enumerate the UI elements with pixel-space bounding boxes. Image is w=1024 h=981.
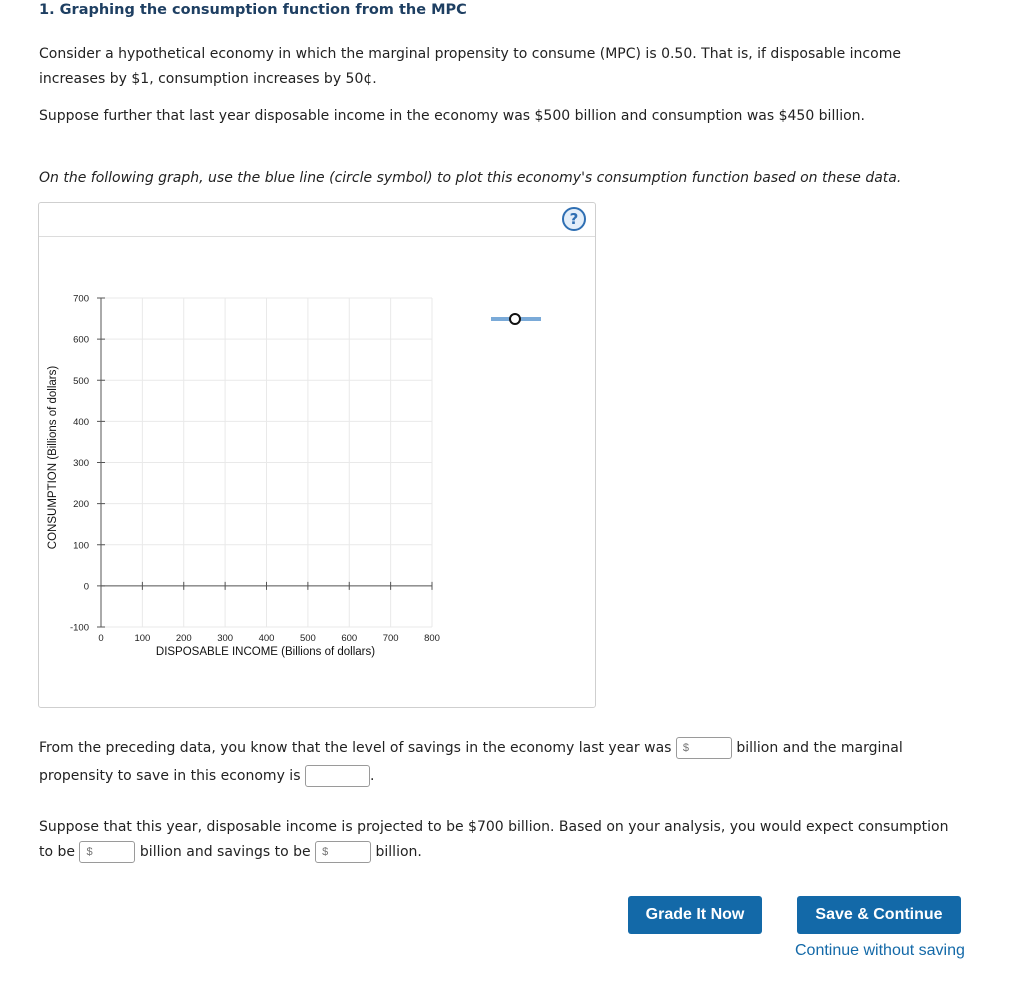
projection-line-1: Suppose that this year, disposable income is projected to be $700 billion. Based on your analysis, you would expect consumption bbox=[39, 819, 949, 835]
projection-text-1: to be bbox=[39, 844, 76, 860]
x-tick-label: 300 bbox=[217, 633, 234, 644]
intro-line-1: Consider a hypothetical economy in which the marginal propensity to consume (MPC) is 0.50. That is, if disposable income bbox=[39, 46, 901, 62]
grade-it-now-button[interactable]: Grade It Now bbox=[628, 896, 762, 934]
x-tick-label: 400 bbox=[258, 633, 275, 644]
question-title: 1. Graphing the consumption function from the MPC bbox=[39, 2, 467, 18]
savings-text-4: . bbox=[369, 768, 375, 784]
x-tick-label: 200 bbox=[175, 633, 192, 644]
y-tick-label: 100 bbox=[73, 540, 89, 552]
y-tick-label: 600 bbox=[73, 334, 89, 346]
y-tick-label: 300 bbox=[73, 458, 89, 469]
x-tick-label: 500 bbox=[299, 633, 316, 644]
intro-paragraph bbox=[39, 42, 999, 92]
graph-instruction: On the following graph, use the blue line (circle symbol) to plot this economy's consumption function based on these data. bbox=[39, 170, 902, 186]
projected-savings-input[interactable] bbox=[315, 841, 371, 863]
y-axis-title: CONSUMPTION (Billions of dollars) bbox=[47, 365, 59, 550]
y-tick-label: 400 bbox=[73, 416, 89, 428]
tick-labels bbox=[70, 294, 440, 645]
save-continue-button[interactable]: Save & Continue bbox=[797, 896, 961, 934]
x-axis-title: DISPOSABLE INCOME (Billions of dollars) bbox=[155, 646, 376, 658]
y-tick-label: -100 bbox=[69, 622, 89, 634]
y-tick-label: 200 bbox=[73, 499, 89, 511]
y-tick-label: 700 bbox=[73, 293, 89, 305]
mps-input[interactable] bbox=[305, 765, 370, 787]
tool-circle-symbol bbox=[510, 314, 520, 324]
savings-text-1: From the preceding data, you know that the level of savings in the economy last year was bbox=[39, 740, 672, 756]
x-tick-label: 100 bbox=[134, 633, 151, 644]
x-tick-label: 0 bbox=[98, 633, 104, 644]
savings-text-2: billion and the marginal bbox=[736, 740, 903, 756]
x-tick-label: 700 bbox=[382, 633, 399, 644]
graph-panel bbox=[38, 202, 596, 708]
y-tick-label: 500 bbox=[73, 375, 89, 387]
x-tick-label: 600 bbox=[341, 633, 358, 644]
y-tick-label: 0 bbox=[83, 581, 89, 593]
grid-lines bbox=[101, 298, 432, 627]
projection-question bbox=[39, 815, 999, 865]
savings-text-3: propensity to save in this economy is bbox=[39, 768, 301, 784]
projection-text-3: billion. bbox=[375, 844, 422, 860]
intro-line-2: increases by $1, consumption increases by 50¢. bbox=[39, 71, 377, 87]
last-year-savings-input[interactable] bbox=[676, 737, 732, 759]
projected-consumption-input[interactable] bbox=[79, 841, 135, 863]
data-paragraph: Suppose further that last year disposable income in the economy was $500 billion and consumption was $450 billion. bbox=[39, 108, 866, 124]
savings-question bbox=[39, 734, 999, 790]
help-icon[interactable]: ? bbox=[562, 207, 586, 231]
x-tick-label: 800 bbox=[424, 633, 440, 644]
consumption-graph[interactable] bbox=[39, 203, 595, 707]
blue-line-circle-tool-icon[interactable] bbox=[491, 314, 541, 324]
continue-without-saving-link[interactable]: Continue without saving bbox=[795, 942, 965, 959]
projection-text-2: billion and savings to be bbox=[139, 844, 311, 860]
